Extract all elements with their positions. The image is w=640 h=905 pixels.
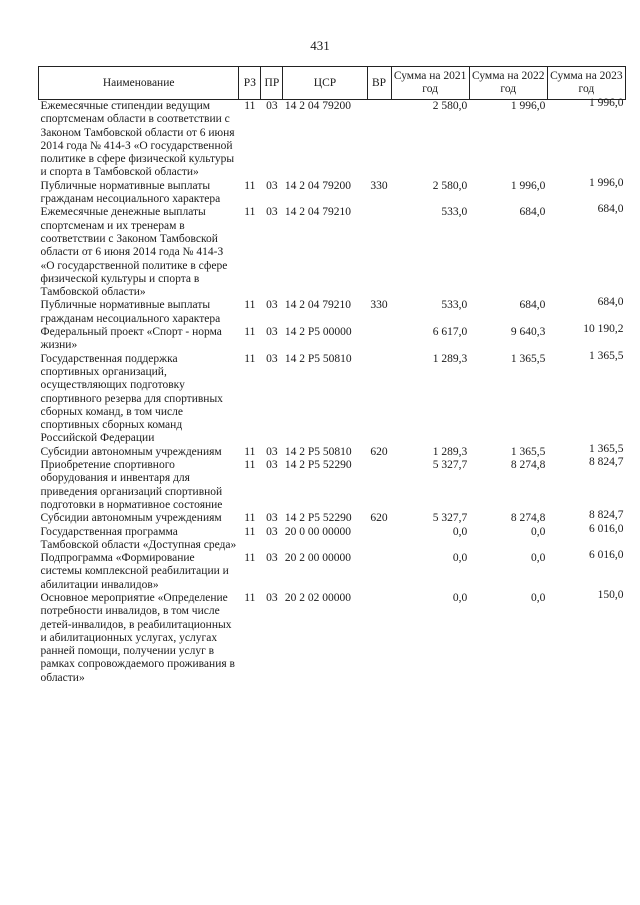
row-sum-2022: 1 365,5: [510, 352, 546, 365]
table-row: [39, 100, 626, 180]
row-sum-2022: 684,0: [519, 299, 546, 312]
row-sum-2021: 2 580,0: [432, 179, 468, 192]
row-pr: 03: [266, 179, 278, 192]
row-sum-2022: 8 274,8: [510, 459, 546, 472]
row-rz: 11: [244, 525, 256, 538]
row-sum-2023: 8 824,7: [589, 509, 624, 522]
row-sum-2023: 150,0: [597, 588, 624, 601]
row-rz: 11: [244, 179, 256, 192]
row-sum-2023: 1 365,5: [589, 349, 624, 362]
row-vr: [367, 552, 391, 592]
row-pr: 03: [266, 591, 278, 604]
row-sum-2021: 6 617,0: [432, 326, 468, 339]
table-row: [39, 526, 626, 553]
header-vr: ВР: [367, 67, 391, 100]
header-rz: РЗ: [239, 67, 261, 100]
table-row: [39, 180, 626, 207]
row-vr: 330: [370, 299, 388, 312]
header-sum-2023: Сумма на 2023 год: [547, 67, 625, 100]
row-name: Субсидии автономным учреждениям: [40, 445, 222, 458]
table-row: [39, 459, 626, 512]
row-name: Государственная программа Тамбовской области «Доступная среда»: [40, 525, 237, 551]
row-csr: 20 2 02 00000: [284, 591, 352, 604]
row-csr: 14 2 P5 50810: [284, 352, 352, 365]
row-sum-2022: 8 274,8: [510, 512, 546, 525]
row-sum-2021: 533,0: [441, 299, 468, 312]
row-name: Публичные нормативные выплаты гражданам несоциального характера: [40, 299, 221, 325]
row-sum-2021: 1 289,3: [432, 445, 468, 458]
row-csr: 20 0 00 00000: [284, 525, 352, 538]
row-sum-2023: 8 824,7: [589, 456, 624, 469]
row-csr: 14 2 04 79210: [284, 206, 352, 219]
row-rz: 11: [244, 591, 256, 604]
row-pr: 03: [266, 352, 278, 365]
row-sum-2022: 0,0: [530, 525, 546, 538]
row-sum-2022: 1 365,5: [510, 445, 546, 458]
row-name: Подпрограмма «Формирование системы комплексной реабилитации и абилитации инвалидов»: [40, 552, 229, 591]
row-csr: 14 2 04 79200: [284, 100, 352, 112]
row-rz: 11: [244, 100, 256, 112]
row-name: Субсидии автономным учреждениям: [40, 512, 222, 525]
header-csr: ЦСР: [283, 67, 367, 100]
row-sum-2022: 0,0: [530, 591, 546, 604]
row-rz: 11: [244, 459, 256, 472]
table-row: [39, 353, 626, 446]
row-pr: 03: [266, 525, 278, 538]
row-name: Основное мероприятие «Определение потребности инвалидов, в том числе детей-инвалидов, в реабилитационных и абилитационных услугах, услугах ранней помощи, получении услуг в рамках сопровождаемого проживания в области»: [40, 591, 235, 684]
row-name: Государственная поддержка спортивных организаций, осуществляющих подготовку спортивного резерва для спортивных сборных команд, в том числе спортивных сборных команд Российской Федерации: [40, 352, 223, 445]
page-number: 431: [310, 38, 330, 53]
row-csr: 14 2 P5 50810: [284, 445, 352, 458]
row-sum-2022: 684,0: [519, 206, 546, 219]
row-vr: 620: [370, 512, 388, 525]
row-sum-2022: 1 996,0: [510, 179, 546, 192]
row-sum-2023: 684,0: [597, 296, 624, 309]
row-sum-2022: 0,0: [530, 552, 546, 565]
row-pr: 03: [266, 552, 278, 565]
header-name: Наименование: [39, 67, 239, 100]
row-rz: 11: [244, 326, 256, 339]
row-name: Ежемесячные денежные выплаты спортсменам и их тренерам в соответствии с Законом Тамбовской области от 6 июня 2014 года № 414-З «О государственной политике в сфере физической культуры и спорта в Тамбовской области»: [40, 206, 228, 299]
row-sum-2023: 684,0: [597, 203, 624, 216]
row-vr: [367, 459, 391, 512]
table-header-row: [39, 67, 626, 100]
row-rz: 11: [244, 552, 256, 565]
row-pr: 03: [266, 100, 278, 112]
row-csr: 14 2 P5 52290: [284, 459, 352, 472]
row-csr: 14 2 04 79210: [284, 299, 352, 312]
row-pr: 03: [266, 326, 278, 339]
row-sum-2021: 5 327,7: [432, 512, 468, 525]
row-csr: 14 2 P5 00000: [284, 326, 352, 339]
row-vr: 330: [370, 179, 388, 192]
row-rz: 11: [244, 206, 256, 219]
row-sum-2021: 1 289,3: [432, 352, 468, 365]
row-sum-2023: 6 016,0: [589, 549, 624, 562]
table-row: [39, 446, 626, 459]
row-pr: 03: [266, 445, 278, 458]
row-pr: 03: [266, 206, 278, 219]
table-row: [39, 326, 626, 353]
table-row: [39, 552, 626, 592]
row-vr: [367, 206, 391, 299]
row-name: Федеральный проект «Спорт - норма жизни»: [40, 326, 222, 352]
row-csr: 14 2 04 79200: [284, 179, 352, 192]
row-vr: [367, 100, 391, 180]
row-sum-2021: 0,0: [452, 552, 468, 565]
table-row: [39, 299, 626, 326]
row-csr: 20 2 00 00000: [284, 552, 352, 565]
row-sum-2021: 0,0: [452, 525, 468, 538]
table-row: [39, 512, 626, 525]
row-rz: 11: [244, 299, 256, 312]
row-sum-2022: 9 640,3: [510, 326, 546, 339]
row-csr: 14 2 P5 52290: [284, 512, 352, 525]
row-sum-2023: 1 365,5: [589, 442, 624, 455]
row-vr: [367, 326, 391, 353]
row-sum-2023: 1 996,0: [589, 97, 624, 109]
row-sum-2023: 1 996,0: [589, 176, 624, 189]
table-row: [39, 592, 626, 685]
row-sum-2021: 533,0: [441, 206, 468, 219]
row-rz: 11: [244, 445, 256, 458]
row-name: Публичные нормативные выплаты гражданам несоциального характера: [40, 179, 221, 206]
row-rz: 11: [244, 352, 256, 365]
row-pr: 03: [266, 512, 278, 525]
row-sum-2021: 5 327,7: [432, 459, 468, 472]
row-sum-2022: 1 996,0: [510, 100, 546, 112]
row-sum-2023: 6 016,0: [589, 522, 624, 535]
row-vr: [367, 526, 391, 553]
header-pr: ПР: [261, 67, 283, 100]
row-sum-2021: 2 580,0: [432, 100, 468, 112]
budget-table: [38, 66, 626, 685]
row-sum-2023: 10 190,2: [583, 323, 624, 336]
row-name: Приобретение спортивного оборудования и инвентаря для приведения организаций спортивной подготовки в нормативное состояние: [40, 459, 223, 511]
row-name: Ежемесячные стипендии ведущим спортсменам области в соответствии с Законом Тамбовской области от 6 июня 2014 года № 414-З «О государственной политике в сфере физической культуры и спорта в Тамбовской области»: [40, 100, 235, 179]
header-sum-2022: Сумма на 2022 год: [469, 67, 547, 100]
row-vr: 620: [370, 445, 388, 458]
row-vr: [367, 592, 391, 685]
row-pr: 03: [266, 459, 278, 472]
row-rz: 11: [244, 512, 256, 525]
row-pr: 03: [266, 299, 278, 312]
row-sum-2021: 0,0: [452, 591, 468, 604]
row-vr: [367, 353, 391, 446]
header-sum-2021: Сумма на 2021 год: [391, 67, 469, 100]
table-row: [39, 206, 626, 299]
